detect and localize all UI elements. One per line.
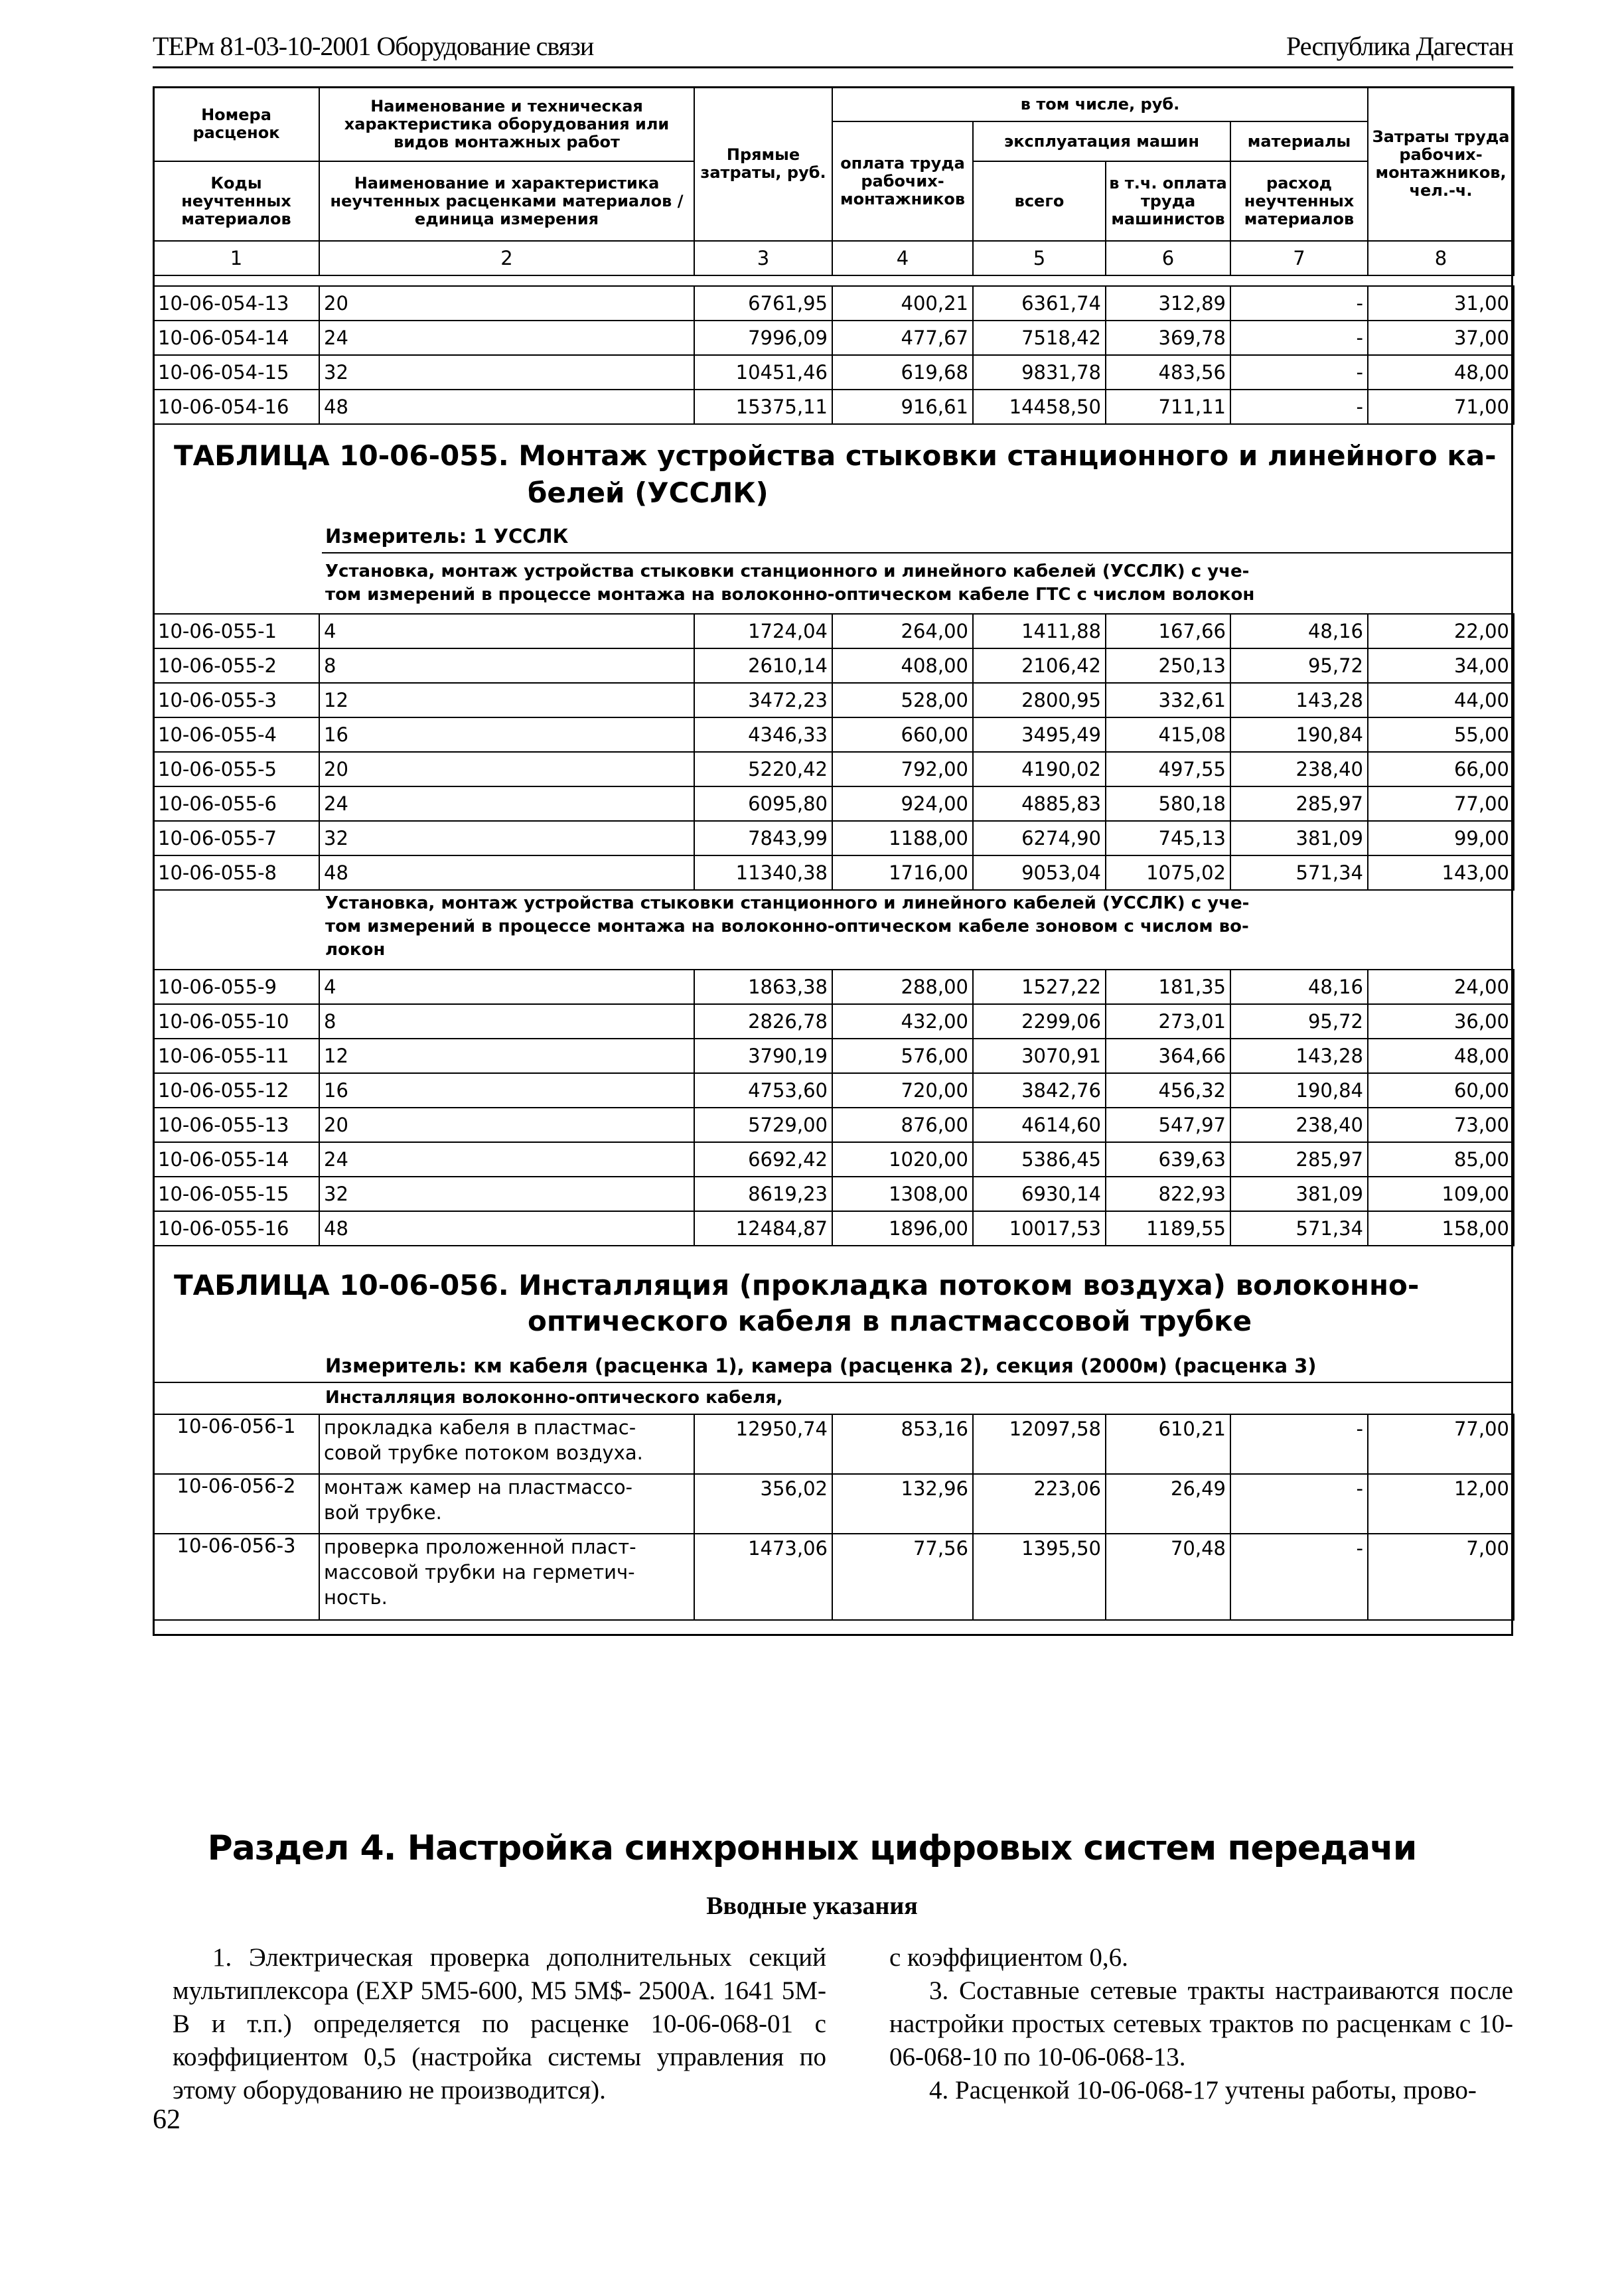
value-cell: 400,21 xyxy=(832,286,973,321)
header-machine-operation: эксплуатация машин xyxy=(973,121,1230,161)
value-cell: 1395,50 xyxy=(973,1534,1106,1620)
value-cell: 432,00 xyxy=(832,1004,973,1039)
value-cell: 356,02 xyxy=(694,1474,832,1534)
index-cell: 4 xyxy=(832,241,973,275)
value-cell: 3790,19 xyxy=(694,1039,832,1073)
value-cell: 2106,42 xyxy=(973,648,1106,683)
value-cell: 720,00 xyxy=(832,1073,973,1108)
rate-parameter: 24 xyxy=(319,786,694,821)
rate-code: 10-06-055-5 xyxy=(153,752,319,786)
value-cell: 77,00 xyxy=(1368,1414,1514,1474)
rate-parameter: 16 xyxy=(319,1073,694,1108)
value-cell: - xyxy=(1230,321,1368,355)
table-row xyxy=(153,321,1514,355)
value-cell: 238,40 xyxy=(1230,1108,1368,1142)
rate-code: 10-06-054-15 xyxy=(153,355,319,390)
value-cell: 71,00 xyxy=(1368,390,1514,424)
rate-parameter: 8 xyxy=(319,648,694,683)
value-cell: 408,00 xyxy=(832,648,973,683)
value-cell: 381,09 xyxy=(1230,1177,1368,1211)
work-description xyxy=(319,1534,694,1620)
value-cell: 576,00 xyxy=(832,1039,973,1073)
header-rate-numbers: Номера расценок xyxy=(153,87,319,161)
value-cell: 24,00 xyxy=(1368,970,1514,1004)
index-cell: 7 xyxy=(1230,241,1368,275)
table-row xyxy=(153,355,1514,390)
description-line: совой трубке потоком воздуха. xyxy=(324,1441,643,1464)
value-cell: 1863,38 xyxy=(694,970,832,1004)
value-cell: 250,13 xyxy=(1106,648,1230,683)
header-direct-costs: Прямые затраты, руб. xyxy=(694,87,832,241)
value-cell: 6274,90 xyxy=(973,821,1106,855)
index-cell: 2 xyxy=(319,241,694,275)
rate-code: 10-06-054-13 xyxy=(153,286,319,321)
value-cell: - xyxy=(1230,1414,1368,1474)
rate-code: 10-06-055-15 xyxy=(153,1177,319,1211)
table-row xyxy=(153,614,1514,648)
rate-code: 10-06-056-3 xyxy=(153,1534,319,1620)
value-cell: 6761,95 xyxy=(694,286,832,321)
value-cell: 48,16 xyxy=(1230,614,1368,648)
value-cell: - xyxy=(1230,1534,1368,1620)
table-056-subhead: Инсталляция волоконно-оптического кабеля, xyxy=(325,1388,783,1408)
value-cell: 109,00 xyxy=(1368,1177,1514,1211)
header-region: Республика Дагестан xyxy=(1286,31,1513,61)
value-cell: 547,97 xyxy=(1106,1108,1230,1142)
value-cell: 5729,00 xyxy=(694,1108,832,1142)
value-cell: 876,00 xyxy=(832,1108,973,1142)
section-title: Раздел 4. Настройка синхронных цифровых систем передачи xyxy=(207,1828,1417,1868)
value-cell: 36,00 xyxy=(1368,1004,1514,1039)
value-cell: 181,35 xyxy=(1106,970,1230,1004)
rate-code: 10-06-055-1 xyxy=(153,614,319,648)
rate-parameter: 12 xyxy=(319,683,694,717)
value-cell: - xyxy=(1230,390,1368,424)
table-row xyxy=(153,1211,1514,1246)
header-materials: материалы xyxy=(1230,121,1368,161)
table-header xyxy=(153,86,1514,276)
rate-parameter: 32 xyxy=(319,821,694,855)
intro-paragraph-3: 3. Составные сетевые тракты настраиваются после настройки простых сетевых трактов по расценкам с 10-06-068-10 по 10-06-068-13. xyxy=(889,1976,1513,2071)
value-cell: 660,00 xyxy=(832,717,973,752)
value-cell: 14458,50 xyxy=(973,390,1106,424)
index-cell: 3 xyxy=(694,241,832,275)
value-cell: 610,21 xyxy=(1106,1414,1230,1474)
value-cell: 528,00 xyxy=(832,683,973,717)
value-cell: 456,32 xyxy=(1106,1073,1230,1108)
table-row xyxy=(153,1414,1514,1474)
value-cell: 223,06 xyxy=(973,1474,1106,1534)
value-cell: 26,49 xyxy=(1106,1474,1230,1534)
value-cell: 3495,49 xyxy=(973,717,1106,752)
value-cell: 312,89 xyxy=(1106,286,1230,321)
description-line: ность. xyxy=(324,1586,388,1609)
value-cell: 1189,55 xyxy=(1106,1211,1230,1246)
value-cell: 158,00 xyxy=(1368,1211,1514,1246)
value-cell: 8619,23 xyxy=(694,1177,832,1211)
value-cell: 9053,04 xyxy=(973,855,1106,890)
value-cell: 332,61 xyxy=(1106,683,1230,717)
rate-parameter: 8 xyxy=(319,1004,694,1039)
intro-heading: Вводные указания xyxy=(706,1892,918,1920)
value-cell: 580,18 xyxy=(1106,786,1230,821)
value-cell: 48,16 xyxy=(1230,970,1368,1004)
value-cell: 22,00 xyxy=(1368,614,1514,648)
value-cell: 70,48 xyxy=(1106,1534,1230,1620)
rate-code: 10-06-055-16 xyxy=(153,1211,319,1246)
header-doc-code: ТЕРм 81-03-10-2001 Оборудование связи xyxy=(153,31,594,61)
value-cell: 73,00 xyxy=(1368,1108,1514,1142)
value-cell: - xyxy=(1230,355,1368,390)
rate-code: 10-06-056-2 xyxy=(153,1474,319,1534)
table-row xyxy=(153,1474,1514,1534)
value-cell: 99,00 xyxy=(1368,821,1514,855)
header-material-usage: расход неучтенных материалов xyxy=(1230,161,1368,241)
value-cell: 2299,06 xyxy=(973,1004,1106,1039)
table-row xyxy=(153,390,1514,424)
value-cell: 4190,02 xyxy=(973,752,1106,786)
value-cell: 288,00 xyxy=(832,970,973,1004)
header-labor-hours: Затраты труда рабочих-монтажников, чел.-ч. xyxy=(1368,87,1514,241)
value-cell: 77,56 xyxy=(832,1534,973,1620)
value-cell: 6930,14 xyxy=(973,1177,1106,1211)
table-row xyxy=(153,648,1514,683)
table-row xyxy=(153,1534,1514,1620)
index-cell: 6 xyxy=(1106,241,1230,275)
rate-code: 10-06-056-1 xyxy=(153,1414,319,1474)
value-cell: 369,78 xyxy=(1106,321,1230,355)
rate-code: 10-06-055-9 xyxy=(153,970,319,1004)
index-cell: 5 xyxy=(973,241,1106,275)
table-055-subhead-b-line2: том измерений в процессе монтажа на волоконно-оптическом кабеле зоновом с числом во- xyxy=(325,917,1249,936)
value-cell: 190,84 xyxy=(1230,1073,1368,1108)
value-cell: 916,61 xyxy=(832,390,973,424)
value-cell: 4346,33 xyxy=(694,717,832,752)
description-line: монтаж камер на пластмассо- xyxy=(324,1476,633,1499)
description-line: прокладка кабеля в пластмас- xyxy=(324,1416,636,1439)
value-cell: 3842,76 xyxy=(973,1073,1106,1108)
value-cell: 44,00 xyxy=(1368,683,1514,717)
value-cell: 143,00 xyxy=(1368,855,1514,890)
rate-code: 10-06-055-6 xyxy=(153,786,319,821)
rate-code: 10-06-055-10 xyxy=(153,1004,319,1039)
value-cell: 190,84 xyxy=(1230,717,1368,752)
page-number: 62 xyxy=(153,2104,181,2135)
value-cell: 711,11 xyxy=(1106,390,1230,424)
table-055-subhead-b-line1: Установка, монтаж устройства стыковки станционного и линейного кабелей (УССЛК) с уче- xyxy=(325,893,1250,913)
description-line: вой трубке. xyxy=(324,1501,442,1524)
value-cell: 571,34 xyxy=(1230,1211,1368,1246)
rate-parameter: 16 xyxy=(319,717,694,752)
value-cell: 497,55 xyxy=(1106,752,1230,786)
value-cell: 285,97 xyxy=(1230,1142,1368,1177)
rate-code: 10-06-055-12 xyxy=(153,1073,319,1108)
rate-code: 10-06-055-8 xyxy=(153,855,319,890)
intro-paragraph-2-end: с коэффициентом 0,6. xyxy=(889,1943,1128,1972)
table-056-meter: Измеритель: км кабеля (расценка 1), камера (расценка 2), секция (2000м) (расценка 3) xyxy=(325,1355,1317,1377)
value-cell: 34,00 xyxy=(1368,648,1514,683)
value-cell: 60,00 xyxy=(1368,1073,1514,1108)
value-cell: 238,40 xyxy=(1230,752,1368,786)
value-cell: 639,63 xyxy=(1106,1142,1230,1177)
rate-code: 10-06-055-11 xyxy=(153,1039,319,1073)
value-cell: 2610,14 xyxy=(694,648,832,683)
value-cell: 6361,74 xyxy=(973,286,1106,321)
value-cell: 7,00 xyxy=(1368,1534,1514,1620)
rate-code: 10-06-054-14 xyxy=(153,321,319,355)
value-cell: 7843,99 xyxy=(694,821,832,855)
table-row xyxy=(153,1004,1514,1039)
value-cell: 5386,45 xyxy=(973,1142,1106,1177)
table-row xyxy=(153,786,1514,821)
index-cell: 1 xyxy=(153,241,319,275)
rate-parameter: 12 xyxy=(319,1039,694,1073)
intro-paragraph-1: 1. Электрическая проверка дополнительных секций мультиплексора (ЕХР 5М5-600, М5 5М$- 2500А. 1641 5М-В и т.п.) определяется по расценке 10-06-068-01 с коэффициентом 0,5 (настройка системы управления по этому оборудованию не производится). xyxy=(173,1943,826,2104)
value-cell: 77,00 xyxy=(1368,786,1514,821)
rate-parameter: 20 xyxy=(319,1108,694,1142)
rate-code: 10-06-054-16 xyxy=(153,390,319,424)
value-cell: 3070,91 xyxy=(973,1039,1106,1073)
rate-parameter: 48 xyxy=(319,390,694,424)
value-cell: 15375,11 xyxy=(694,390,832,424)
value-cell: 4753,60 xyxy=(694,1073,832,1108)
rate-code: 10-06-055-2 xyxy=(153,648,319,683)
header-machines-total: всего xyxy=(973,161,1106,241)
value-cell: 381,09 xyxy=(1230,821,1368,855)
meter-rule xyxy=(153,1382,1513,1383)
value-cell: 6692,42 xyxy=(694,1142,832,1177)
value-cell: 37,00 xyxy=(1368,321,1514,355)
rate-parameter: 4 xyxy=(319,614,694,648)
value-cell: 95,72 xyxy=(1230,1004,1368,1039)
work-description xyxy=(319,1474,694,1534)
header-including: в том числе, руб. xyxy=(832,87,1368,121)
table-055-title-line1: ТАБЛИЦА 10-06-055. Монтаж устройства стыковки станционного и линейного ка- xyxy=(174,439,1497,472)
value-cell: 1527,22 xyxy=(973,970,1106,1004)
header-material-names: Наименование и характеристика неучтенных расценками материалов / единица измерения xyxy=(319,161,694,241)
value-cell: 2826,78 xyxy=(694,1004,832,1039)
value-cell: 10017,53 xyxy=(973,1211,1106,1246)
rate-code: 10-06-055-14 xyxy=(153,1142,319,1177)
value-cell: 143,28 xyxy=(1230,1039,1368,1073)
header-worker-wages: оплата труда рабочих-монтажников xyxy=(832,121,973,241)
value-cell: 285,97 xyxy=(1230,786,1368,821)
table-row xyxy=(153,1142,1514,1177)
value-cell: 1896,00 xyxy=(832,1211,973,1246)
value-cell: 273,01 xyxy=(1106,1004,1230,1039)
work-description xyxy=(319,1414,694,1474)
value-cell: 571,34 xyxy=(1230,855,1368,890)
running-header xyxy=(153,27,1513,68)
table-055-meter: Измеритель: 1 УССЛК xyxy=(325,525,569,548)
description-line: массовой трубки на герметич- xyxy=(324,1561,635,1583)
value-cell: 85,00 xyxy=(1368,1142,1514,1177)
value-cell: 12097,58 xyxy=(973,1414,1106,1474)
table-056-title-line2: оптического кабеля в пластмассовой трубке xyxy=(528,1305,1252,1337)
value-cell: - xyxy=(1230,1474,1368,1534)
value-cell: 483,56 xyxy=(1106,355,1230,390)
value-cell: 1411,88 xyxy=(973,614,1106,648)
value-cell: 477,67 xyxy=(832,321,973,355)
rate-code: 10-06-055-4 xyxy=(153,717,319,752)
value-cell: - xyxy=(1230,286,1368,321)
table-row xyxy=(153,752,1514,786)
index-cell: 8 xyxy=(1368,241,1514,275)
rate-parameter: 32 xyxy=(319,1177,694,1211)
table-055-subhead-a-line2: том измерений в процессе монтажа на волоконно-оптическом кабеле ГТС с числом волокон xyxy=(325,585,1255,605)
table-row xyxy=(153,1073,1514,1108)
value-cell: 1473,06 xyxy=(694,1534,832,1620)
value-cell: 48,00 xyxy=(1368,355,1514,390)
value-cell: 745,13 xyxy=(1106,821,1230,855)
value-cell: 415,08 xyxy=(1106,717,1230,752)
table-055-subhead-b-line3: локон xyxy=(325,940,386,960)
table-055-subhead-a-line1: Установка, монтаж устройства стыковки станционного и линейного кабелей (УССЛК) с уче- xyxy=(325,561,1250,581)
value-cell: 1075,02 xyxy=(1106,855,1230,890)
rate-parameter: 4 xyxy=(319,970,694,1004)
rate-code: 10-06-055-3 xyxy=(153,683,319,717)
intro-paragraph-4: 4. Расценкой 10-06-068-17 учтены работы, прово- xyxy=(929,2076,1477,2104)
value-cell: 853,16 xyxy=(832,1414,973,1474)
value-cell: 55,00 xyxy=(1368,717,1514,752)
header-operator-wages: в т.ч. оплата труда машинистов xyxy=(1106,161,1230,241)
table-055-rows-zonal xyxy=(153,969,1514,1246)
table-055-rows-gts xyxy=(153,613,1514,891)
table-055-title-line2: белей (УССЛК) xyxy=(528,477,769,509)
table-row xyxy=(153,1108,1514,1142)
value-cell: 3472,23 xyxy=(694,683,832,717)
value-cell: 7518,42 xyxy=(973,321,1106,355)
value-cell: 4885,83 xyxy=(973,786,1106,821)
value-cell: 132,96 xyxy=(832,1474,973,1534)
value-cell: 1188,00 xyxy=(832,821,973,855)
rate-parameter: 48 xyxy=(319,855,694,890)
value-cell: 2800,95 xyxy=(973,683,1106,717)
table-056-rows xyxy=(153,1414,1514,1621)
table-row xyxy=(153,970,1514,1004)
header-work-name: Наименование и техническая характеристика оборудования или видов монтажных работ xyxy=(319,87,694,161)
value-cell: 1308,00 xyxy=(832,1177,973,1211)
rate-parameter: 32 xyxy=(319,355,694,390)
value-cell: 143,28 xyxy=(1230,683,1368,717)
table-row xyxy=(153,855,1514,890)
value-cell: 822,93 xyxy=(1106,1177,1230,1211)
value-cell: 1724,04 xyxy=(694,614,832,648)
table-row xyxy=(153,1177,1514,1211)
rate-parameter: 48 xyxy=(319,1211,694,1246)
value-cell: 66,00 xyxy=(1368,752,1514,786)
rate-code: 10-06-055-13 xyxy=(153,1108,319,1142)
rate-parameter: 20 xyxy=(319,752,694,786)
value-cell: 167,66 xyxy=(1106,614,1230,648)
value-cell: 48,00 xyxy=(1368,1039,1514,1073)
table-row xyxy=(153,821,1514,855)
value-cell: 1020,00 xyxy=(832,1142,973,1177)
description-line: проверка проложенной пласт- xyxy=(324,1536,636,1558)
rate-parameter: 20 xyxy=(319,286,694,321)
value-cell: 12484,87 xyxy=(694,1211,832,1246)
table-row xyxy=(153,717,1514,752)
table-row xyxy=(153,683,1514,717)
value-cell: 4614,60 xyxy=(973,1108,1106,1142)
header-material-codes: Коды неучтенных материалов xyxy=(153,161,319,241)
value-cell: 364,66 xyxy=(1106,1039,1230,1073)
table-row xyxy=(153,286,1514,321)
value-cell: 9831,78 xyxy=(973,355,1106,390)
value-cell: 792,00 xyxy=(832,752,973,786)
value-cell: 619,68 xyxy=(832,355,973,390)
value-cell: 31,00 xyxy=(1368,286,1514,321)
value-cell: 264,00 xyxy=(832,614,973,648)
rate-parameter: 24 xyxy=(319,321,694,355)
value-cell: 7996,09 xyxy=(694,321,832,355)
value-cell: 95,72 xyxy=(1230,648,1368,683)
table-054-rows xyxy=(153,285,1514,425)
value-cell: 1716,00 xyxy=(832,855,973,890)
value-cell: 10451,46 xyxy=(694,355,832,390)
table-056-title-line1: ТАБЛИЦА 10-06-056. Инсталляция (прокладка потоком воздуха) волоконно- xyxy=(174,1269,1420,1301)
meter-rule xyxy=(322,552,1513,553)
value-cell: 12950,74 xyxy=(694,1414,832,1474)
rate-parameter: 24 xyxy=(319,1142,694,1177)
value-cell: 924,00 xyxy=(832,786,973,821)
rate-code: 10-06-055-7 xyxy=(153,821,319,855)
value-cell: 6095,80 xyxy=(694,786,832,821)
value-cell: 11340,38 xyxy=(694,855,832,890)
value-cell: 12,00 xyxy=(1368,1474,1514,1534)
value-cell: 5220,42 xyxy=(694,752,832,786)
table-row xyxy=(153,1039,1514,1073)
